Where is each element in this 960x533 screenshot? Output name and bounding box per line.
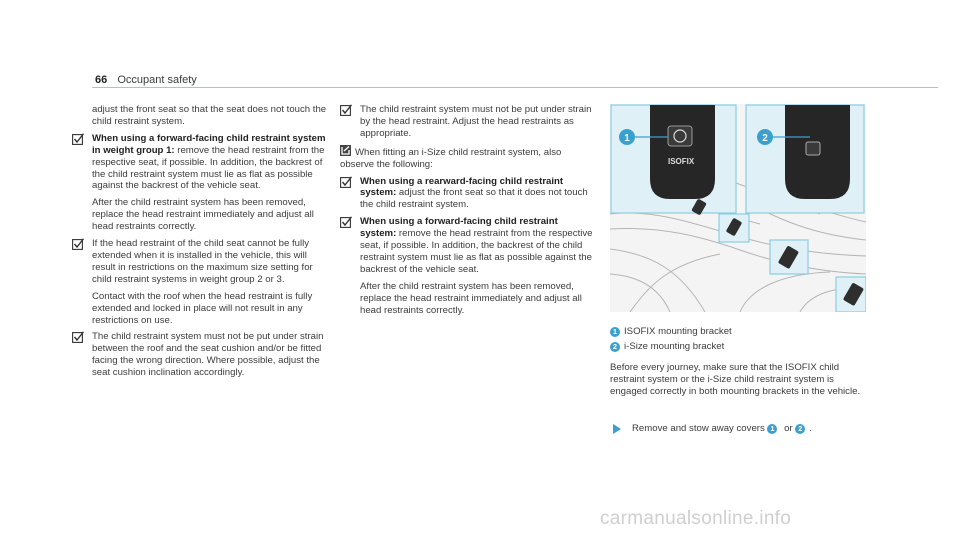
- checkbox-ticked-icon: [72, 331, 84, 343]
- action-text-post: .: [809, 423, 812, 434]
- col1-item-3: [72, 331, 327, 379]
- action-step: [610, 423, 894, 435]
- col1-item-2-after: Contact with the roof when the head restraint is fully extended and locked in place will not result in any restrictions on use.: [92, 290, 313, 326]
- isofix-figure: [610, 104, 866, 312]
- callout-number-1: 1: [767, 424, 777, 434]
- checkbox-ticked-icon: [340, 216, 352, 228]
- page-number: 66: [95, 74, 108, 86]
- col2-item-1-text: The child restraint system must not be put under strain by the head restraint. Adjust the head restraints as appropriate.: [360, 104, 592, 139]
- col1-item-3-text: The child restraint system must not be put under strain between the roof and the seat cushion and/or be fitted facing the wrong direction. Where possible, adjust the seat cushion inclination accordingly.: [92, 331, 324, 379]
- caption-1-text: ISOFIX mounting bracket: [624, 326, 732, 337]
- column-1: [72, 104, 327, 384]
- caption-body: Before every journey, make sure that the ISOFIX child restraint system or the i-Size child restraint system is engaged correctly in both mounting brackets in the vehicle.: [610, 362, 861, 397]
- isofix-marking: ISOFIX: [668, 157, 695, 166]
- page-header: [95, 74, 197, 86]
- col1-item-1-heading: When using a forward-facing child restraint system in weight group 1:: [92, 132, 326, 156]
- col2-item-3-heading: When using a forward-facing child restraint system:: [360, 216, 558, 240]
- header-rule: [92, 87, 938, 88]
- col2-item-3-text: remove the head restraint from the respective seat, if possible. In addition, the backrest of the child restraint system must lie as flat as possible against the backrest of the vehicle seat.: [360, 228, 593, 275]
- col2-item-2-text: adjust the front seat so that it does not touch the child restraint system.: [360, 187, 588, 211]
- figure-label-2: 2: [762, 133, 768, 144]
- col2-item-2-heading: When using a rearward-facing child restraint system:: [360, 175, 564, 199]
- note-icon: [340, 145, 351, 156]
- callout-number-2: 2: [795, 424, 805, 434]
- callout-number-1: 1: [610, 327, 620, 337]
- action-text-pre: Remove and stow away covers: [632, 423, 768, 434]
- callout-number-2: 2: [610, 342, 620, 352]
- figure-caption-2: [610, 341, 875, 353]
- col1-item-1: [72, 133, 327, 193]
- col1-item-1-text: remove the head restraint from the respective seat, if possible. In addition, the backrest of the child restraint system must lie as flat as possible against the backrest of the vehicle seat.: [92, 144, 325, 192]
- action-triangle-icon: [613, 424, 621, 434]
- checkbox-ticked-icon: [340, 104, 352, 116]
- col1-intro: adjust the front seat so that the seat does not touch the child restraint system.: [92, 104, 327, 127]
- col2-note: [340, 145, 595, 171]
- watermark: carmanualsonline.info: [600, 508, 792, 529]
- col1-item-2: [72, 238, 327, 286]
- col2-item-3-after: After the child restraint system has been removed, replace the head restraint immediately and adjust all head restraints correctly.: [360, 280, 582, 316]
- checkbox-ticked-icon: [72, 238, 84, 250]
- col2-item-1: [340, 104, 595, 140]
- seat-illustration: [610, 104, 866, 312]
- col1-item-2-text: If the head restraint of the child seat cannot be fully extended when it is installed in the vehicle, this will result in restrictions on the maximum size setting for child restraint systems in weight group 2 or 3.: [92, 238, 313, 285]
- col2-item-2: [340, 176, 595, 212]
- col1-item-1-after: After the child restraint system has been removed, replace the head restraint immediately and adjust all head restraints correctly.: [92, 197, 314, 233]
- checkbox-ticked-icon: [340, 176, 352, 188]
- action-text-mid: or: [781, 423, 796, 434]
- checkbox-ticked-icon: [72, 133, 84, 145]
- column-2: [340, 104, 595, 322]
- figure-label-1: 1: [624, 133, 630, 144]
- col2-note-text: When fitting an i-Size child restraint system, also observe the following:: [340, 146, 562, 170]
- section-title: Occupant safety: [117, 74, 197, 86]
- caption-2-text: i-Size mounting bracket: [624, 341, 725, 352]
- col2-item-3: [340, 216, 595, 276]
- figure-caption-1: [610, 326, 875, 338]
